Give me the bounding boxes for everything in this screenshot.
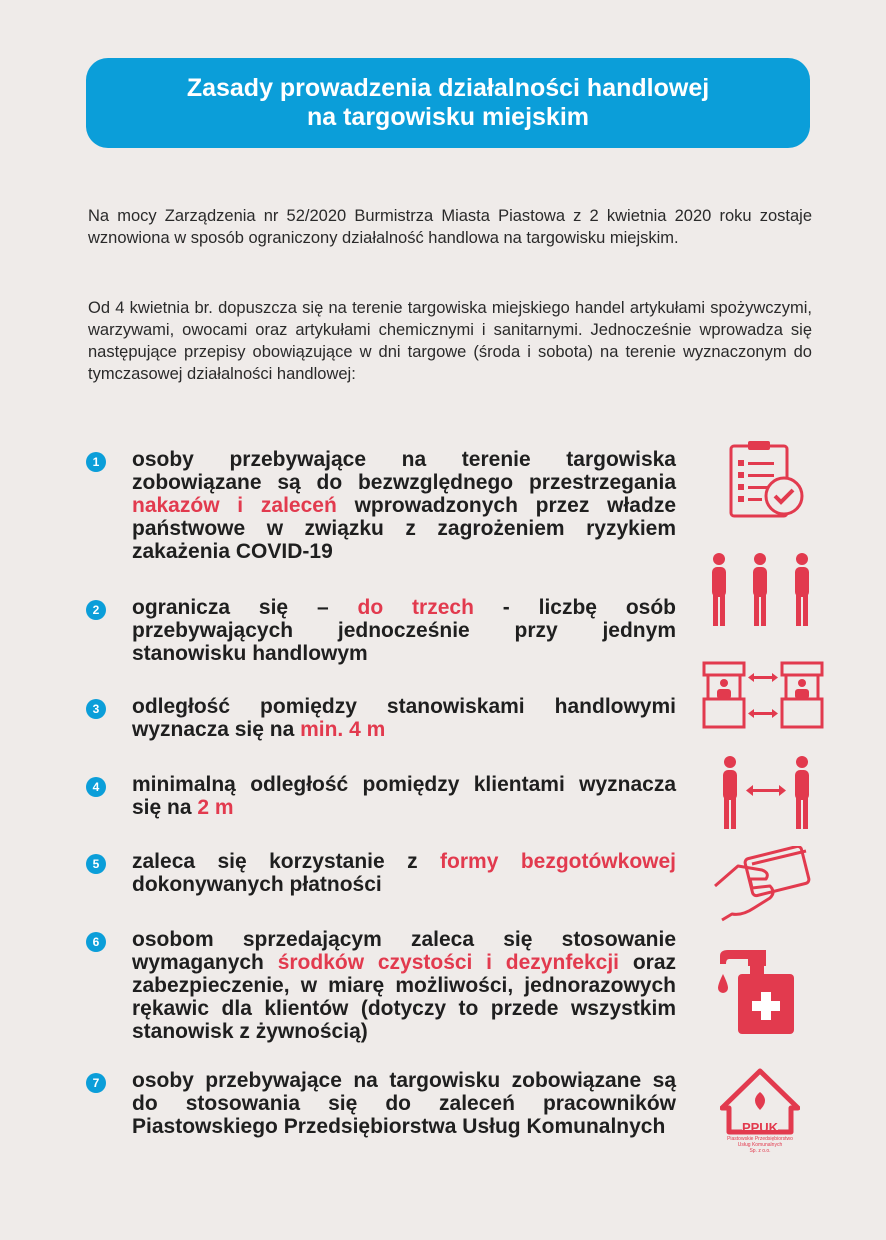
ppuk-logo-line-1: Piastowskie Przedsiębiorstwo bbox=[727, 1136, 793, 1142]
rule-highlight: środków czystości i dezynfekcji bbox=[277, 951, 620, 974]
title-line-2: na targowisku miejskim bbox=[306, 103, 590, 131]
rule-text: ogranicza się – do trzech - liczbę osób przebywających jednocześnie przy jednym stanowisku handlowym bbox=[132, 596, 677, 665]
rule-item bbox=[86, 448, 676, 563]
rule-text: odległość pomiędzy stanowiskami handlowymi wyznacza się na min. 4 m bbox=[132, 695, 676, 741]
intro-paragraph-2: Od 4 kwietnia br. dopuszcza się na terenie targowiska miejskiego handel artykułami spożywczymi, warzywami, owocami oraz artykułami chemicznymi i sanitarnymi. Jednocześnie wprowadza się następujące przepisy obowiązujące w dni targowe (środa i sobota) na terenie wyznaczonym do tymczasowej działalności handlowej: bbox=[88, 299, 812, 383]
rule-highlight: 2 m bbox=[197, 796, 234, 819]
rule-highlight: do trzech bbox=[357, 596, 474, 619]
rule-text: minimalną odległość pomiędzy klientami wyznacza się na 2 m bbox=[132, 773, 676, 819]
rule-item bbox=[86, 773, 676, 819]
clipboard-checklist-icon bbox=[728, 438, 808, 520]
title-line-1: Zasady prowadzenia działalności handlowej bbox=[186, 74, 710, 102]
rule-item bbox=[86, 928, 676, 1043]
rule-number-badge: 6 bbox=[86, 932, 106, 952]
rule-number-badge: 2 bbox=[86, 600, 106, 620]
rule-text: osoby przebywające na targowisku zobowiązane są do stosowania się do zaleceń pracowników Piastowskiego Przedsiębiorstwa Usług Komunalnych bbox=[132, 1069, 676, 1138]
rule-text: zaleca się korzystanie z formy bezgotówkowej dokonywanych płatności bbox=[132, 850, 676, 896]
rule-item bbox=[86, 596, 676, 665]
rule-highlight: formy bezgotówkowej bbox=[440, 850, 676, 873]
rule-item bbox=[86, 850, 676, 896]
rule-number-badge: 7 bbox=[86, 1073, 106, 1093]
sanitizer-icon bbox=[714, 946, 800, 1036]
stall-distance-icon bbox=[702, 661, 824, 731]
title-banner bbox=[86, 58, 810, 148]
rule-number-badge: 4 bbox=[86, 777, 106, 797]
three-people-icon bbox=[706, 552, 816, 628]
ppuk-logo-abbr: PPUK bbox=[741, 1120, 779, 1135]
rule-number-badge: 1 bbox=[86, 452, 106, 472]
ppuk-logo-line-3: Sp. z o.o. bbox=[749, 1148, 771, 1154]
rule-text: osoby przebywające na terenie targowiska zobowiązane są do bezwzględnego przestrzegania nakazów i zaleceń wprowadzonych przez władze państwowe w związku z zagrożeniem ryzykiem zakażenia COVID-19 bbox=[132, 448, 676, 563]
rule-item bbox=[86, 1069, 676, 1138]
rule-number-badge: 3 bbox=[86, 699, 106, 719]
rule-highlight: min. 4 m bbox=[300, 718, 386, 741]
rule-item bbox=[86, 695, 676, 741]
ppuk-logo-line-2: Usług Komunalnych bbox=[737, 1142, 783, 1148]
rule-highlight: nakazów i zaleceń bbox=[132, 494, 337, 517]
intro-paragraph-1: Na mocy Zarządzenia nr 52/2020 Burmistrza Miasta Piastowa z 2 kwietnia 2020 roku zostaje wznowiona w sposób ograniczony działalność handlowa na targowisku miejskim. bbox=[88, 207, 812, 247]
rule-number-badge: 5 bbox=[86, 854, 106, 874]
people-distance-icon bbox=[720, 755, 814, 831]
ppuk-logo bbox=[720, 1068, 800, 1152]
rule-text: osobom sprzedającym zaleca się stosowanie wymaganych środków czystości i dezynfekcji oraz zabezpieczenie, w miarę możliwości, jednorazowych rękawic dla klientów (dotyczy to przede wszystkim stanowisk z żywnością) bbox=[132, 928, 677, 1043]
card-payment-icon bbox=[712, 846, 812, 922]
